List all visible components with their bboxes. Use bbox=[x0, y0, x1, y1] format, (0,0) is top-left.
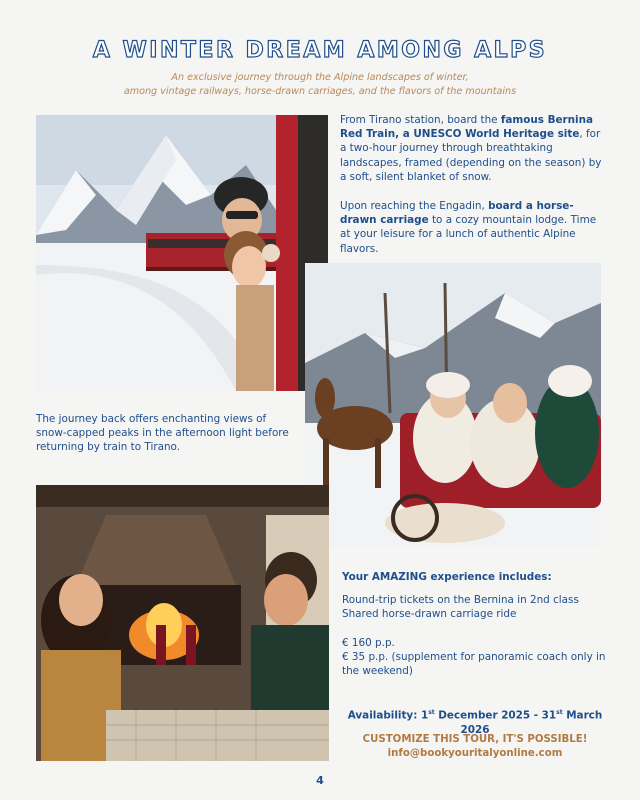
availability-dates: Availability: 1st December 2025 - 31st March 2026 bbox=[347, 709, 603, 736]
price-supplement: € 35 p.p. (supplement for panoramic coach only in the weekend) bbox=[342, 651, 606, 678]
return-journey-text: The journey back offers enchanting views of snow-capped peaks in the afternoon light before returning by train to Tirano. bbox=[36, 413, 289, 454]
subtitle-line-2: among vintage railways, horse-drawn carriages, and the flavors of the mountains bbox=[123, 86, 517, 97]
price-base: € 160 p.p. bbox=[342, 637, 395, 649]
carriage-highlight: board a horse-drawn carriage bbox=[340, 200, 574, 227]
customize-tour-cta: CUSTOMIZE THIS TOUR, IT'S POSSIBLE! bbox=[362, 734, 588, 745]
includes-heading: Your AMAZING experience includes: bbox=[342, 571, 552, 583]
train-photo bbox=[36, 115, 328, 391]
carriage-photo bbox=[305, 263, 601, 546]
intro-paragraph-2: Upon reaching the Engadin, board a horse-drawn carriage to a cozy mountain lodge. Time at your leisure for a lunch of authentic Alpine flavors. bbox=[340, 200, 597, 255]
page-title: A WINTER DREAM AMONG ALPS bbox=[92, 38, 548, 63]
page-number: 4 bbox=[316, 774, 324, 787]
bernina-highlight: famous Bernina Red Train, a UNESCO World Heritage site bbox=[340, 114, 594, 141]
subtitle-line-1: An exclusive journey through the Alpine landscapes of winter, bbox=[171, 72, 469, 83]
includes-item-train: Round-trip tickets on the Bernina in 2nd class bbox=[342, 594, 579, 606]
intro-paragraph-1: From Tirano station, board the famous Bernina Red Train, a UNESCO World Heritage site, for a two-hour journey through breathtaking landscapes, framed (depending on the season) by a soft, silent blanket of snow. bbox=[340, 114, 602, 183]
fireplace-photo bbox=[36, 485, 329, 761]
contact-email-link[interactable]: info@bookyouritalyonline.com bbox=[387, 748, 563, 759]
includes-item-carriage: Shared horse-drawn carriage ride bbox=[342, 608, 517, 620]
